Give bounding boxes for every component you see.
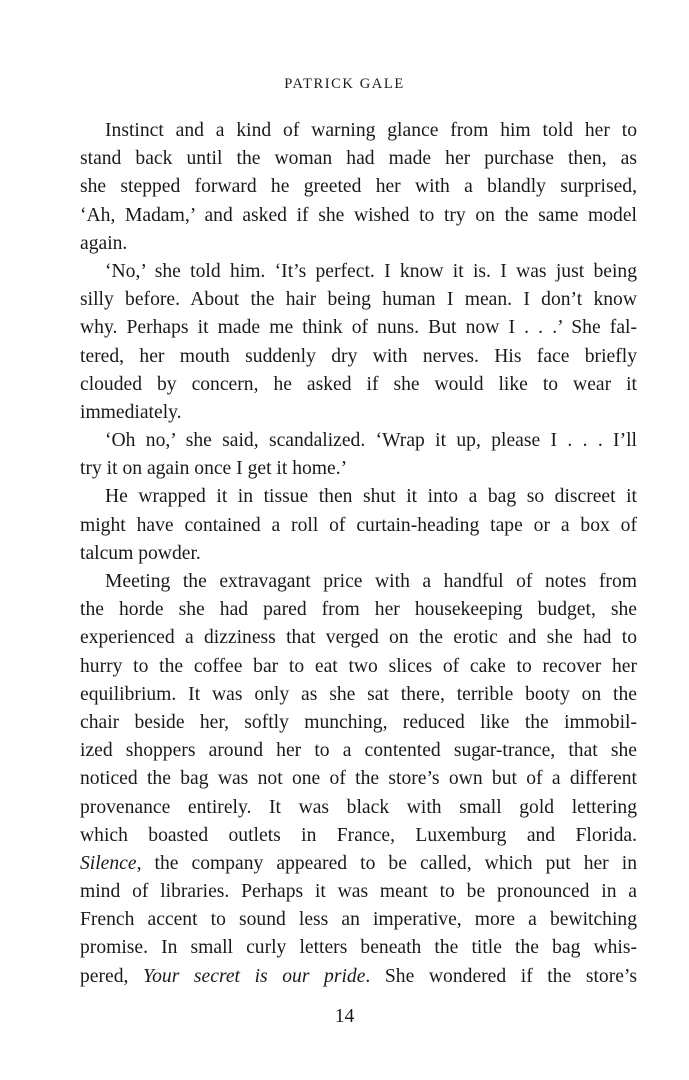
text-line [80,794,637,822]
text-segment: ‘No,’ she told him. ‘It’s perfect. I know it is. I was just being [105,260,637,282]
text-segment: pered, [80,965,144,987]
text-line [80,709,637,737]
text-line [80,681,637,709]
text-line [80,878,637,906]
text-line [80,850,637,878]
italic-text: Your secret is our pride [143,965,366,987]
text-segment: she stepped forward he greeted her with a blandly surprised, [80,176,637,198]
text-line [80,906,637,934]
text-segment: experienced a dizziness that verged on the erotic and she had to [80,627,637,649]
text-line [80,963,637,991]
text-line [80,596,637,624]
text-segment: , the company appeared to be called, which put her in [136,852,637,874]
text-segment: equilibrium. It was only as she sat there, terrible booty on the [80,683,637,705]
text-segment: which boasted outlets in France, Luxemburg and Florida. [80,824,637,846]
text-line [80,455,637,483]
text-line [80,314,637,342]
text-line [80,371,637,399]
body-text [80,117,637,991]
text-segment: try it on again once I get it home.’ [80,458,348,480]
text-segment: ized shoppers around her to a contented sugar-trance, that she [80,740,637,762]
text-line [80,765,637,793]
running-head: PATRICK GALE [284,76,405,92]
text-line [80,427,637,455]
text-line [80,483,637,511]
text-line [80,145,637,173]
text-line [80,286,637,314]
text-segment: clouded by concern, he asked if she would like to wear it [80,373,637,395]
text-line [80,512,637,540]
text-line [80,173,637,201]
text-segment: again. [80,232,128,254]
text-segment: Meeting the extravagant price with a handful of notes from [105,571,637,592]
text-line [80,202,637,230]
text-segment: mind of libraries. Perhaps it was meant to be pronounced in a [80,881,637,903]
text-segment: . She wondered if the store’s [365,965,637,987]
text-line [80,258,637,286]
page-number: 14 [334,1006,355,1027]
italic-text: Silence [80,852,137,874]
text-segment: hurry to the coffee bar to eat two slices of cake to recover her [80,655,637,677]
text-line [80,568,637,596]
text-segment: stand back until the woman had made her purchase then, as [80,148,637,170]
text-segment: ‘Oh no,’ she said, scandalized. ‘Wrap it up, please I . . . I’ll [105,430,637,452]
text-line [80,540,637,568]
text-segment: why. Perhaps it made me think of nuns. But now I . . .’ She fal- [80,317,637,339]
text-segment: provenance entirely. It was black with small gold lettering [80,796,637,818]
text-segment: the horde she had pared from her housekeeping budget, she [80,599,637,621]
text-line [80,737,637,765]
text-segment: ‘Ah, Madam,’ and asked if she wished to try on the same model [80,204,637,226]
text-line [80,934,637,962]
text-line [80,399,637,427]
text-segment: tered, her mouth suddenly dry with nerves. His face briefly [80,345,637,367]
text-line [80,230,637,258]
text-segment: Instinct and a kind of warning glance from him told her to [105,120,637,141]
text-line [80,822,637,850]
text-line [80,624,637,652]
text-line [80,653,637,681]
text-segment: silly before. About the hair being human I mean. I don’t know [80,289,637,311]
text-segment: noticed the bag was not one of the store’s own but of a different [80,768,637,790]
text-segment: talcum powder. [80,542,201,564]
text-segment: chair beside her, softly munching, reduced like the immobil- [80,711,637,733]
text-line [80,343,637,371]
text-line [80,117,637,145]
text-segment: immediately. [80,401,182,423]
text-segment: French accent to sound less an imperative, more a bewitching [80,909,637,931]
text-segment: might have contained a roll of curtain-heading tape or a box of [80,514,637,536]
text-segment: He wrapped it in tissue then shut it into a bag so discreet it [105,486,637,508]
text-segment: promise. In small curly letters beneath the title the bag whis- [80,937,637,959]
